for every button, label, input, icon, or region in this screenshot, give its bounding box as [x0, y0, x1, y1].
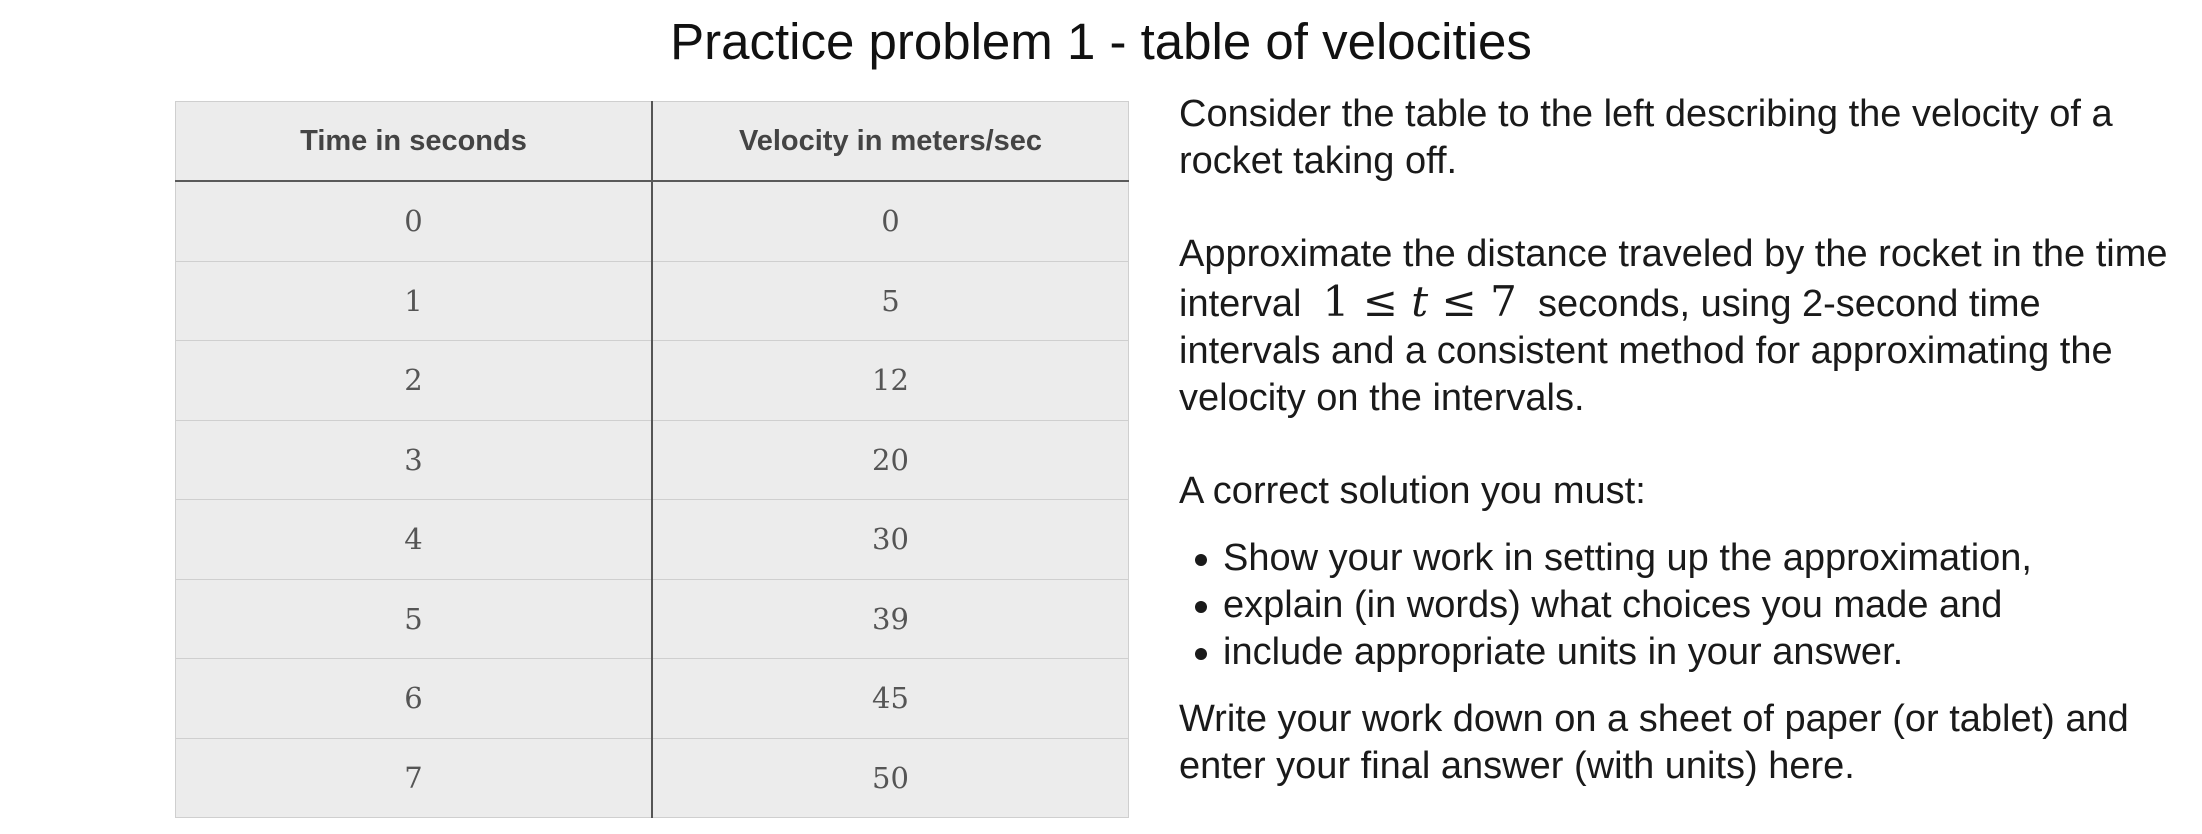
velocity-cell: 0 — [652, 181, 1129, 261]
table-row — [176, 738, 1129, 818]
time-cell: 6 — [176, 659, 653, 739]
math-lower-bound: 1 — [1322, 277, 1350, 326]
time-cell: 4 — [176, 500, 653, 580]
time-cell: 0 — [176, 181, 653, 261]
time-cell: 7 — [176, 738, 653, 818]
math-variable: t — [1411, 277, 1429, 326]
list-item: explain (in words) what choices you made and — [1223, 582, 2169, 629]
column-header-time: Time in seconds — [176, 102, 653, 182]
time-interval-inequality — [1323, 277, 1517, 326]
velocity-cell: 45 — [652, 659, 1129, 739]
table-header-row — [176, 102, 1129, 182]
velocity-cell: 39 — [652, 579, 1129, 659]
instructions-panel — [1179, 91, 2169, 790]
velocity-cell: 20 — [652, 420, 1129, 500]
math-le-symbol: ≤ — [1362, 277, 1398, 326]
intro-paragraph: Consider the table to the left describing the velocity of a rocket taking off. — [1179, 93, 2113, 182]
table-row — [176, 500, 1129, 580]
time-cell: 2 — [176, 341, 653, 421]
page-title: Practice problem 1 - table of velocities — [670, 13, 1532, 70]
math-upper-bound: 7 — [1490, 277, 1517, 326]
table-row — [176, 261, 1129, 341]
list-item: include appropriate units in your answer. — [1223, 629, 2169, 676]
column-header-velocity: Velocity in meters/sec — [652, 102, 1129, 182]
velocity-cell: 12 — [652, 341, 1129, 421]
requirements-list — [1179, 535, 2169, 676]
time-cell: 3 — [176, 420, 653, 500]
task-text-after: seconds, using 2-second time intervals and a consistent method for approximating the velocity on the intervals. — [1179, 283, 2113, 419]
velocity-cell: 50 — [652, 738, 1129, 818]
time-cell: 5 — [176, 579, 653, 659]
velocity-cell: 30 — [652, 500, 1129, 580]
table-row — [176, 659, 1129, 739]
velocity-cell: 5 — [652, 261, 1129, 341]
table-row — [176, 341, 1129, 421]
task-text-before: Approximate the distance traveled by the rocket in the time interval — [1179, 233, 2168, 325]
task-paragraph — [1179, 231, 2169, 422]
table-row — [176, 579, 1129, 659]
list-item: Show your work in setting up the approximation, — [1223, 535, 2169, 582]
velocity-table — [175, 101, 1129, 818]
requirements-heading: A correct solution you must: — [1179, 470, 1646, 512]
time-cell: 1 — [176, 261, 653, 341]
table-row — [176, 181, 1129, 261]
closing-paragraph: Write your work down on a sheet of paper (or tablet) and enter your final answer (with units) here. — [1179, 698, 2129, 787]
math-le-symbol: ≤ — [1441, 277, 1477, 326]
table-row — [176, 420, 1129, 500]
